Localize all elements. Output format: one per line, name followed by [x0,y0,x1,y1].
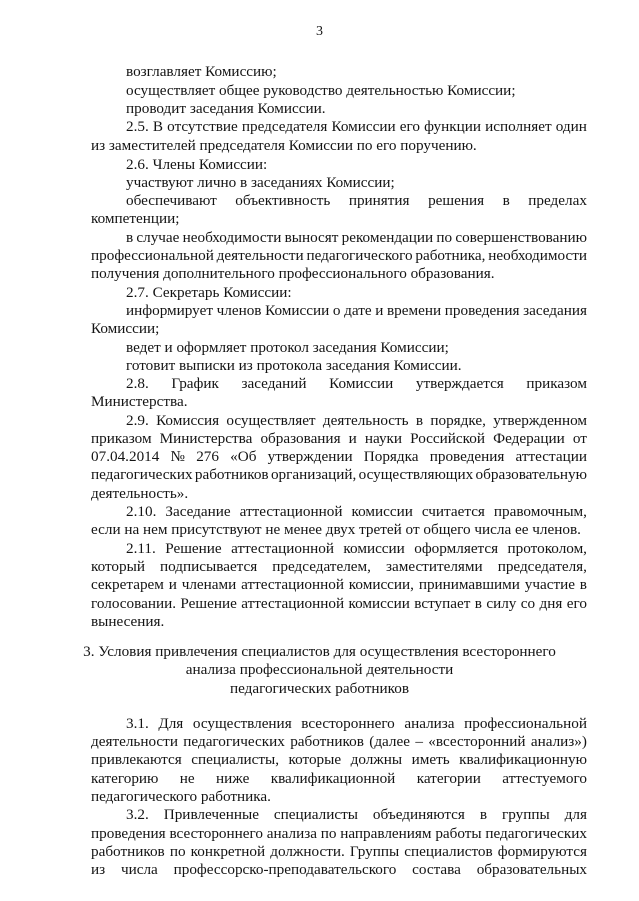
text-line: 2.9. Комиссия осуществляет деятельность в порядке, утвержденном [126,412,587,429]
text-line: обеспечивают объективность принятия решения в пределах [126,192,587,209]
text-line: информирует членов Комиссии о дате и времени проведения заседания [126,302,587,319]
text-line: 3.2. Привлеченные специалисты объединяются в группы для [126,806,587,823]
text-line: готовит выписки из протокола заседания Комиссии. [126,357,462,374]
text-line: 2.8. График заседаний Комиссии утверждается приказом [126,375,587,392]
text-line: 3. Условия привлечения специалистов для осуществления всестороннего [83,643,556,660]
text-line: осуществляет общее руководство деятельностью Комиссии; [126,82,516,99]
text-line: в случае необходимости выносят рекомендации по совершенствованию [126,229,587,246]
text-line: из числа профессорско-преподавательского состава образовательных [91,861,587,878]
text-line: 3.1. Для осуществления всестороннего анализа профессиональной [126,715,587,732]
text-line: проведения всестороннего анализа по направлениям работы педагогических [91,825,587,842]
text-line: 07.04.2014 № 276 «Об утверждении Порядка проведения аттестации [91,448,587,465]
text-line: категорию не ниже квалификационной категории аттестуемого [91,770,587,787]
text-line: приказом Министерства образования и науки Российской Федерации от [91,430,587,447]
text-line: деятельность». [91,485,189,502]
text-line: из заместителей председателя Комиссии по его поручению. [91,137,477,154]
text-line: 2.5. В отсутствие председателя Комиссии его функции исполняет один [126,118,587,135]
text-line: 2.7. Секретарь Комиссии: [126,284,292,301]
text-line: вынесения. [91,613,165,630]
text-line: получения дополнительного профессионального образования. [91,265,495,282]
text-line: секретарем и членами аттестационной комиссии, принимавшими участие в [91,576,587,593]
text-line: компетенции; [91,210,180,227]
text-line: деятельности педагогических работников (далее – «всесторонний анализ») [91,733,587,750]
text-line: Министерства. [91,393,188,410]
text-line: 2.6. Члены Комиссии: [126,156,268,173]
text-line: проводит заседания Комиссии. [126,100,326,117]
text-line: 2.11. Решение аттестационной комиссии оформляется протоколом, [126,540,587,557]
text-line: возглавляет Комиссию; [126,63,277,80]
text-line: анализа профессиональной деятельности [185,661,454,678]
text-line: педагогических работников организаций, осуществляющих образовательную [91,466,587,483]
text-line: 2.10. Заседание аттестационной комиссии считается правомочным, [126,503,587,520]
text-line: педагогических работников [229,680,410,697]
text-line: Комиссии; [91,320,160,337]
text-line: профессиональной деятельности педагогического работника, необходимости [91,247,587,264]
text-line: если на нем присутствуют не менее двух третей от общего числа ее членов. [91,521,581,538]
text-line: работников по конкретной должности. Группы специалистов формируются [91,843,587,860]
text-line: голосовании. Решение аттестационной комиссии вступает в силу со дня его [91,595,587,612]
text-line: ведет и оформляет протокол заседания Комиссии; [126,339,449,356]
text-line: участвуют лично в заседаниях Комиссии; [126,174,395,191]
text-line: который подписывается председателем, заместителями председателя, [91,558,587,575]
text-line: педагогического работника. [91,788,271,805]
page-number: 3 [316,24,323,39]
text-line: привлекаются специалисты, которые должны иметь квалификационную [91,751,587,768]
